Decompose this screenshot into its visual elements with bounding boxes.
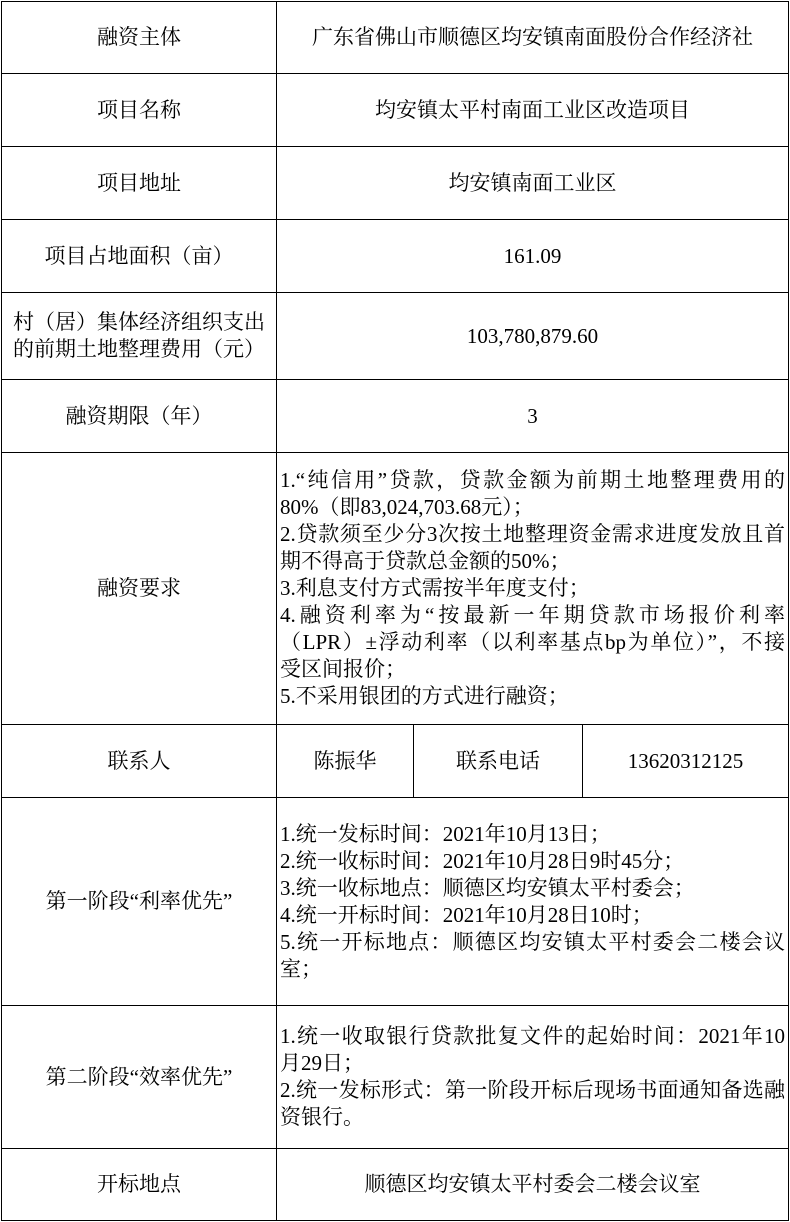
- stage-one-item-5-line-1: 5.统一开标地点：顺德区均安镇太平村委会二楼会议: [280, 929, 785, 954]
- financing-entity-value-text: 广东省佛山市顺德区均安镇南面股份合作经济社: [312, 25, 753, 49]
- contact-label-text: 联系人: [107, 748, 171, 773]
- requirement-item-5-line-1: 5.不采用银团的方式进行融资；: [280, 684, 569, 708]
- stage-one-item-1: [280, 821, 785, 848]
- requirement-item-4-line-1: 4.融资利率为“按最新一年期贷款市场报价利率: [280, 603, 785, 627]
- financing-requirements-label: [1, 452, 277, 725]
- requirement-item-1-line-2: 80%（即83,024,703.68元）；: [280, 495, 534, 519]
- stage-one-item-5: [280, 929, 785, 983]
- stage-two-label: [1, 1005, 277, 1149]
- land-area-label-text: 项目占地面积（亩）: [44, 243, 234, 268]
- contact-label: [1, 724, 277, 798]
- contact-phone-label: [413, 724, 583, 798]
- contact-phone-text: 13620312125: [627, 748, 744, 773]
- land-preparation-cost-value-text: 103,780,879.60: [466, 323, 599, 348]
- financing-requirements-list: [280, 467, 785, 710]
- project-address-value: [276, 146, 789, 220]
- stage-one-item-4: [280, 902, 785, 929]
- requirement-item-4: [280, 602, 785, 683]
- requirement-item-1: [280, 467, 785, 521]
- stage-two-item-2-line-2: 资银行。: [280, 1105, 364, 1129]
- stage-two-item-2: [280, 1077, 785, 1131]
- financing-requirements-label-text: 融资要求: [97, 576, 181, 600]
- requirement-item-2-line-2: 期不得高于贷款总金额的50%；: [280, 549, 571, 573]
- project-name-value-text: 均安镇太平村南面工业区改造项目: [375, 97, 690, 122]
- requirement-item-4-line-2: （LPR）±浮动利率（以利率基点bp为单位）”，不接: [280, 630, 785, 654]
- requirement-item-1-line-1: 1.“纯信用”贷款，贷款金额为前期土地整理费用的: [280, 468, 785, 492]
- contact-phone: [582, 724, 789, 798]
- financing-entity-value: [276, 1, 789, 74]
- bid-opening-location-value-text: 顺德区均安镇太平村委会二楼会议室: [364, 1172, 701, 1196]
- requirement-item-3: [280, 575, 785, 602]
- stage-two-item-2-line-1: 2.统一发标形式：第一阶段开标后现场书面通知备选融: [280, 1078, 785, 1102]
- stage-two-item-1-line-1: 1.统一收取银行贷款批复文件的起始时间：2021年10: [280, 1024, 785, 1048]
- stage-two-list: [280, 1023, 785, 1131]
- financing-term-value-text: 3: [527, 403, 538, 428]
- requirement-item-2-line-1: 2.贷款须至少分3次按土地整理资金需求进度发放且首: [280, 522, 785, 546]
- stage-two-item-1-line-2: 月29日；: [280, 1051, 364, 1075]
- bid-opening-location-label-text: 开标地点: [97, 1172, 181, 1196]
- stage-two-value: [276, 1005, 789, 1149]
- land-preparation-cost-label: [1, 292, 277, 380]
- project-name-value: [276, 73, 789, 147]
- contact-name-text: 陈振华: [313, 748, 377, 773]
- stage-one-item-5-line-2: 室；: [280, 956, 322, 981]
- project-address-label-text: 项目地址: [97, 170, 181, 195]
- land-area-value: [276, 219, 789, 293]
- financing-term-label-text: 融资期限（年）: [65, 403, 213, 428]
- stage-one-label-text: 第一阶段“利率优先”: [45, 889, 233, 913]
- stage-two-item-1: [280, 1023, 785, 1077]
- land-preparation-cost-value: [276, 292, 789, 380]
- financing-term-label: [1, 379, 277, 453]
- financing-entity-label: [1, 1, 277, 74]
- requirement-item-2: [280, 521, 785, 575]
- stage-one-list: [280, 821, 785, 983]
- stage-one-label: [1, 797, 277, 1006]
- stage-two-label-text: 第二阶段“效率优先”: [45, 1064, 233, 1089]
- bid-opening-location-label: [1, 1148, 277, 1221]
- project-name-label-text: 项目名称: [97, 97, 181, 122]
- financing-requirements-value: [276, 452, 789, 725]
- stage-one-item-3: [280, 875, 785, 902]
- requirement-item-5: [280, 683, 785, 710]
- project-name-label: [1, 73, 277, 147]
- contact-name: [276, 724, 414, 798]
- contact-phone-label-text: 联系电话: [456, 748, 540, 773]
- project-address-value-text: 均安镇南面工业区: [448, 170, 617, 195]
- stage-one-item-3-line-1: 3.统一收标地点：顺德区均安镇太平村委会；: [280, 875, 695, 900]
- stage-one-item-2-line-1: 2.统一收标时间：2021年10月28日9时45分；: [280, 848, 685, 873]
- requirement-item-3-line-1: 3.利息支付方式需按半年度支付；: [280, 576, 590, 600]
- land-area-value-text: 161.09: [503, 243, 562, 268]
- stage-one-item-2: [280, 848, 785, 875]
- land-preparation-cost-label-text: 村（居）集体经济组织支出的前期土地整理费用（元）: [13, 310, 265, 361]
- land-area-label: [1, 219, 277, 293]
- financing-term-value: [276, 379, 789, 453]
- stage-one-value: [276, 797, 789, 1006]
- bid-opening-location-value: [276, 1148, 789, 1221]
- financing-entity-label-text: 融资主体: [97, 25, 181, 49]
- project-address-label: [1, 146, 277, 220]
- stage-one-item-1-line-1: 1.统一发标时间：2021年10月13日；: [280, 821, 611, 846]
- stage-one-item-4-line-1: 4.统一开标时间：2021年10月28日10时；: [280, 902, 653, 927]
- requirement-item-4-line-3: 受区间报价；: [280, 657, 406, 681]
